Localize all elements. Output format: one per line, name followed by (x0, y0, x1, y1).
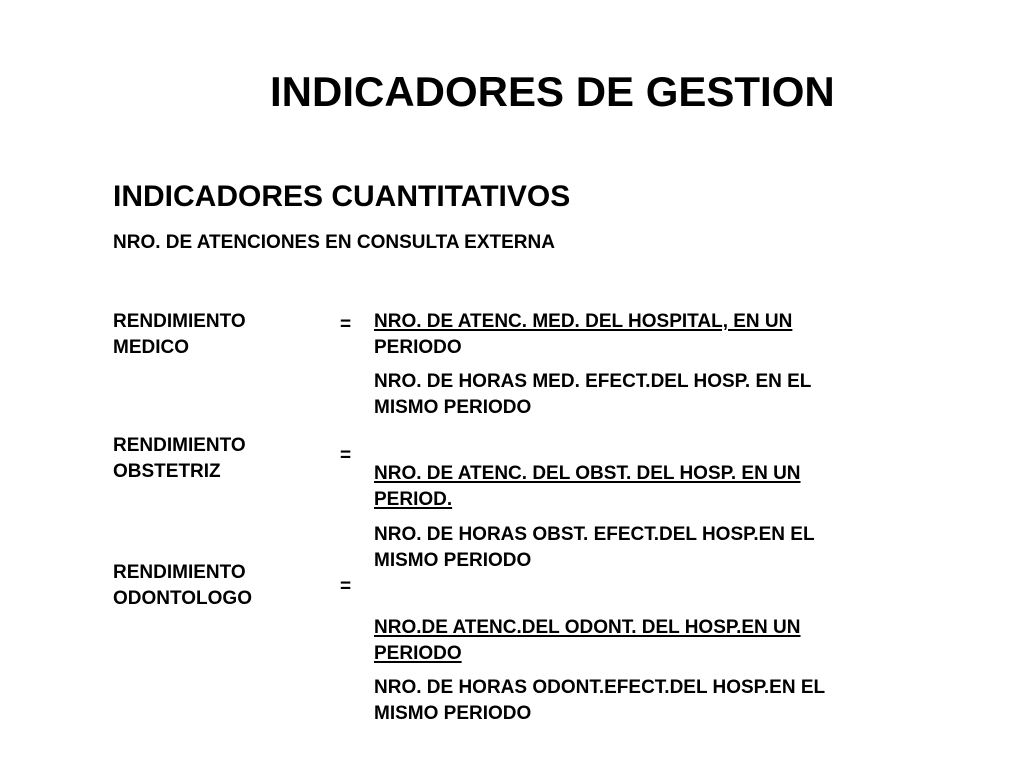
denominator-line: MISMO PERIODO (374, 703, 532, 724)
denominator-obstetriz (374, 522, 934, 574)
slide-title: INDICADORES DE GESTION (270, 68, 835, 115)
topic-heading: NRO. DE ATENCIONES EN CONSULTA EXTERNA (113, 232, 555, 253)
numerator-line: NRO. DE ATENC. MED. DEL HOSPITAL, EN UN (374, 311, 793, 332)
indicator-label-medico (113, 309, 313, 361)
indicator-label-odontologo (113, 560, 313, 612)
numerator-odontologo (374, 615, 934, 667)
numerator-line: PERIODO (374, 337, 462, 358)
equals-sign: = (340, 314, 352, 335)
section-subtitle: INDICADORES CUANTITATIVOS (113, 180, 571, 213)
numerator-line: NRO.DE ATENC.DEL ODONT. DEL HOSP.EN UN (374, 617, 801, 638)
label-line: RENDIMIENTO (113, 435, 246, 456)
denominator-line: MISMO PERIODO (374, 397, 532, 418)
denominator-line: NRO. DE HORAS OBST. EFECT.DEL HOSP.EN EL (374, 524, 815, 545)
denominator-odontologo (374, 675, 934, 727)
denominator-line: MISMO PERIODO (374, 550, 532, 571)
denominator-line: NRO. DE HORAS ODONT.EFECT.DEL HOSP.EN EL (374, 677, 826, 698)
label-line: ODONTOLOGO (113, 588, 252, 609)
equals-sign: = (340, 576, 352, 597)
numerator-medico (374, 309, 934, 361)
numerator-line: PERIODO (374, 643, 462, 664)
label-line: RENDIMIENTO (113, 562, 246, 583)
numerator-obstetriz (374, 461, 934, 513)
numerator-line: NRO. DE ATENC. DEL OBST. DEL HOSP. EN UN (374, 463, 801, 484)
label-line: MEDICO (113, 337, 189, 358)
label-line: RENDIMIENTO (113, 311, 246, 332)
indicator-label-obstetriz (113, 433, 313, 485)
denominator-line: NRO. DE HORAS MED. EFECT.DEL HOSP. EN EL (374, 371, 812, 392)
label-line: OBSTETRIZ (113, 461, 221, 482)
numerator-line: PERIOD. (374, 489, 453, 510)
equals-sign: = (340, 445, 352, 466)
denominator-medico (374, 369, 934, 421)
